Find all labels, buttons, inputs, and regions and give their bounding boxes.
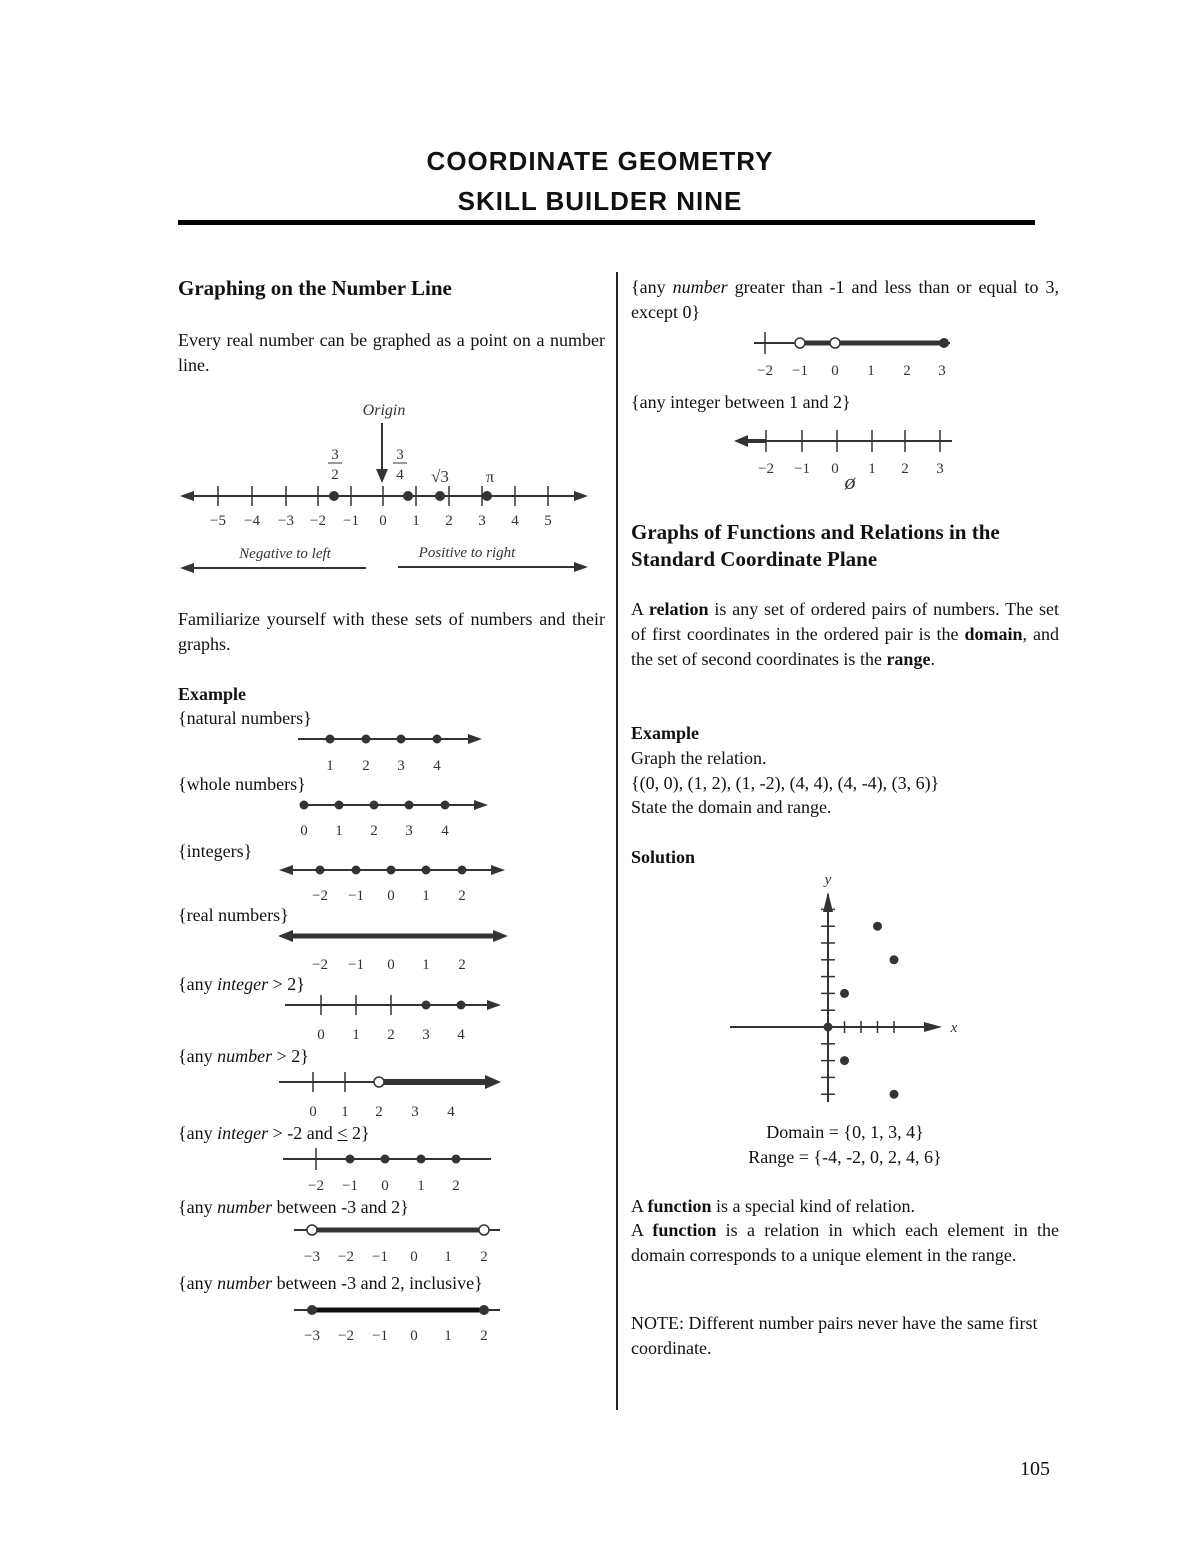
svg-text:2: 2 <box>370 823 378 839</box>
svg-text:0: 0 <box>387 888 395 904</box>
svg-text:2: 2 <box>362 758 370 774</box>
svg-text:−1: −1 <box>372 1328 388 1344</box>
svg-text:−4: −4 <box>244 513 260 529</box>
svg-text:−1: −1 <box>348 888 364 904</box>
svg-text:0: 0 <box>410 1249 418 1265</box>
svg-text:−2: −2 <box>312 888 328 904</box>
svg-text:3: 3 <box>938 363 946 379</box>
svg-text:−1: −1 <box>792 363 808 379</box>
svg-text:0: 0 <box>381 1178 389 1193</box>
svg-text:2: 2 <box>903 363 911 379</box>
svg-text:1: 1 <box>352 1027 360 1041</box>
range-result: Range = {-4, -2, 0, 2, 4, 6} <box>748 1147 942 1167</box>
svg-text:1: 1 <box>422 957 430 973</box>
point-three-quarters <box>403 491 413 501</box>
svg-text:−2: −2 <box>757 363 773 379</box>
svg-text:−2: −2 <box>338 1328 354 1344</box>
svg-text:4: 4 <box>511 513 519 529</box>
svg-text:1: 1 <box>867 363 875 379</box>
svg-text:2: 2 <box>480 1249 488 1265</box>
svg-text:2: 2 <box>458 957 466 973</box>
graph-empty-set <box>730 425 960 495</box>
relation-definition: A relation is any set of ordered pairs of numbers. The set of first coordinates in the ordered pair is the domain, and the set of second coordinates is the range. <box>631 599 1060 669</box>
point-three-halves <box>329 491 339 501</box>
scatter-point <box>890 1090 899 1099</box>
svg-text:−2: −2 <box>308 1178 324 1193</box>
graph-except-zero <box>750 330 970 380</box>
svg-text:0: 0 <box>410 1328 418 1344</box>
svg-text:−2: −2 <box>338 1249 354 1265</box>
example-line2: {(0, 0), (1, 2), (1, -2), (4, 4), (4, -4), (3, 6)} <box>631 773 940 793</box>
origin-arrowhead <box>376 469 388 483</box>
svg-text:0: 0 <box>831 363 839 379</box>
svg-text:5: 5 <box>544 513 552 529</box>
y-axis-label: y <box>824 872 832 888</box>
graph-any-number-gt-2 <box>275 1070 515 1118</box>
pi-label: π <box>485 469 495 486</box>
svg-text:3: 3 <box>331 447 339 463</box>
section-heading-number-line: Graphing on the Number Line <box>178 276 452 300</box>
scatter-point <box>824 1023 833 1032</box>
label-any-number-except-zero: {any number greater than -1 and less than or equal to 3, except 0} <box>631 277 1059 322</box>
svg-text:3: 3 <box>405 823 413 839</box>
graph-natural-numbers <box>290 728 490 776</box>
svg-text:1: 1 <box>412 513 420 529</box>
svg-text:2: 2 <box>387 1027 395 1041</box>
scatter-point <box>873 922 882 931</box>
note-text: NOTE: Different number pairs never have the same first coordinate. <box>631 1313 1038 1358</box>
svg-text:3: 3 <box>478 513 486 529</box>
scatter-point <box>840 989 849 998</box>
title-rule <box>178 220 1035 225</box>
label-any-number-gt-2: {any number > 2} <box>178 1046 309 1066</box>
svg-text:3: 3 <box>422 1027 430 1041</box>
svg-text:−2: −2 <box>310 513 326 529</box>
svg-text:2: 2 <box>452 1178 460 1193</box>
solution-heading: Solution <box>631 847 696 867</box>
svg-text:−1: −1 <box>348 957 364 973</box>
svg-text:1: 1 <box>326 758 334 774</box>
familiarize-text: Familiarize yourself with these sets of numbers and their graphs. <box>178 609 605 654</box>
label-real-numbers: {real numbers} <box>178 905 289 925</box>
svg-text:0: 0 <box>379 513 387 529</box>
example-heading-right: Example <box>631 723 700 743</box>
label-any-integer-range: {any integer > -2 and < 2} <box>178 1123 370 1143</box>
svg-text:−5: −5 <box>210 513 226 529</box>
svg-text:−1: −1 <box>343 513 359 529</box>
svg-text:4: 4 <box>457 1027 465 1041</box>
sqrt3-label: √3 <box>431 467 449 486</box>
svg-text:2: 2 <box>445 513 453 529</box>
page-number: 105 <box>1020 1458 1050 1480</box>
svg-text:−2: −2 <box>758 461 774 477</box>
label-any-integer-gt-2: {any integer > 2} <box>178 974 305 994</box>
function-definition-2: A function is a relation in which each element in the domain corresponds to a unique element in the range. <box>631 1220 1060 1265</box>
svg-text:4: 4 <box>441 823 449 839</box>
svg-text:2: 2 <box>458 888 466 904</box>
scatter-point <box>890 955 899 964</box>
graph-any-integer-gt-2 <box>275 993 515 1041</box>
svg-text:4: 4 <box>447 1104 455 1118</box>
label-integers: {integers} <box>178 841 253 861</box>
svg-text:2: 2 <box>331 467 339 483</box>
origin-label: Origin <box>362 402 406 419</box>
svg-text:1: 1 <box>335 823 343 839</box>
svg-text:2: 2 <box>480 1328 488 1344</box>
graph-any-number-between <box>290 1218 510 1266</box>
example-line3: State the domain and range. <box>631 797 832 817</box>
graph-real-numbers <box>275 925 515 973</box>
empty-set-symbol: ø <box>844 469 856 494</box>
svg-text:1: 1 <box>417 1178 425 1193</box>
column-divider <box>616 272 618 1410</box>
svg-text:0: 0 <box>300 823 308 839</box>
svg-text:0: 0 <box>309 1104 317 1118</box>
svg-text:−3: −3 <box>278 513 294 529</box>
label-any-number-inclusive: {any number between -3 and 2, inclusive} <box>178 1273 483 1293</box>
svg-text:−1: −1 <box>794 461 810 477</box>
function-definition-1: A function is a special kind of relation. <box>631 1196 915 1216</box>
label-any-integer-between-1-2: {any integer between 1 and 2} <box>631 392 851 412</box>
relation-scatter-plot <box>728 866 968 1108</box>
svg-text:1: 1 <box>341 1104 349 1118</box>
svg-text:−1: −1 <box>342 1178 358 1193</box>
point-sqrt3 <box>435 491 445 501</box>
positive-label: Positive to right <box>418 545 516 561</box>
point-pi <box>482 491 492 501</box>
label-whole-numbers: {whole numbers} <box>178 774 306 794</box>
graph-whole-numbers <box>290 793 490 841</box>
domain-result: Domain = {0, 1, 3, 4} <box>766 1122 924 1142</box>
svg-text:2: 2 <box>375 1104 383 1118</box>
svg-text:3: 3 <box>396 447 404 463</box>
svg-text:4: 4 <box>433 758 441 774</box>
page-title-line2: SKILL BUILDER NINE <box>457 186 743 216</box>
section-heading-functions: Graphs of Functions and Relations in the Standard Coordinate Plane <box>631 520 1000 571</box>
svg-text:3: 3 <box>397 758 405 774</box>
svg-text:1: 1 <box>422 888 430 904</box>
label-any-number-between: {any number between -3 and 2} <box>178 1197 409 1217</box>
svg-text:0: 0 <box>317 1027 325 1041</box>
svg-text:1: 1 <box>868 461 876 477</box>
svg-text:−1: −1 <box>372 1249 388 1265</box>
graph-any-number-inclusive <box>290 1298 510 1346</box>
label-natural-numbers: {natural numbers} <box>178 708 312 728</box>
svg-text:2: 2 <box>901 461 909 477</box>
example-heading-left: Example <box>178 684 247 704</box>
scatter-point <box>840 1056 849 1065</box>
svg-text:−2: −2 <box>312 957 328 973</box>
svg-text:4: 4 <box>396 467 404 483</box>
number-line-origin-figure <box>170 395 600 585</box>
page-title-line1: COORDINATE GEOMETRY <box>426 146 774 176</box>
x-axis-label: x <box>950 1020 958 1036</box>
svg-text:0: 0 <box>387 957 395 973</box>
svg-text:−3: −3 <box>304 1249 320 1265</box>
negative-label: Negative to left <box>239 546 331 562</box>
svg-text:1: 1 <box>444 1249 452 1265</box>
svg-text:3: 3 <box>411 1104 419 1118</box>
graph-integers <box>275 858 515 906</box>
graph-any-integer-range <box>275 1145 515 1193</box>
svg-text:−3: −3 <box>304 1328 320 1344</box>
example-line1: Graph the relation. <box>631 748 767 768</box>
svg-text:3: 3 <box>936 461 944 477</box>
intro-text: Every real number can be graphed as a point on a number line. <box>178 330 605 375</box>
svg-text:1: 1 <box>444 1328 452 1344</box>
svg-text:0: 0 <box>831 461 839 477</box>
